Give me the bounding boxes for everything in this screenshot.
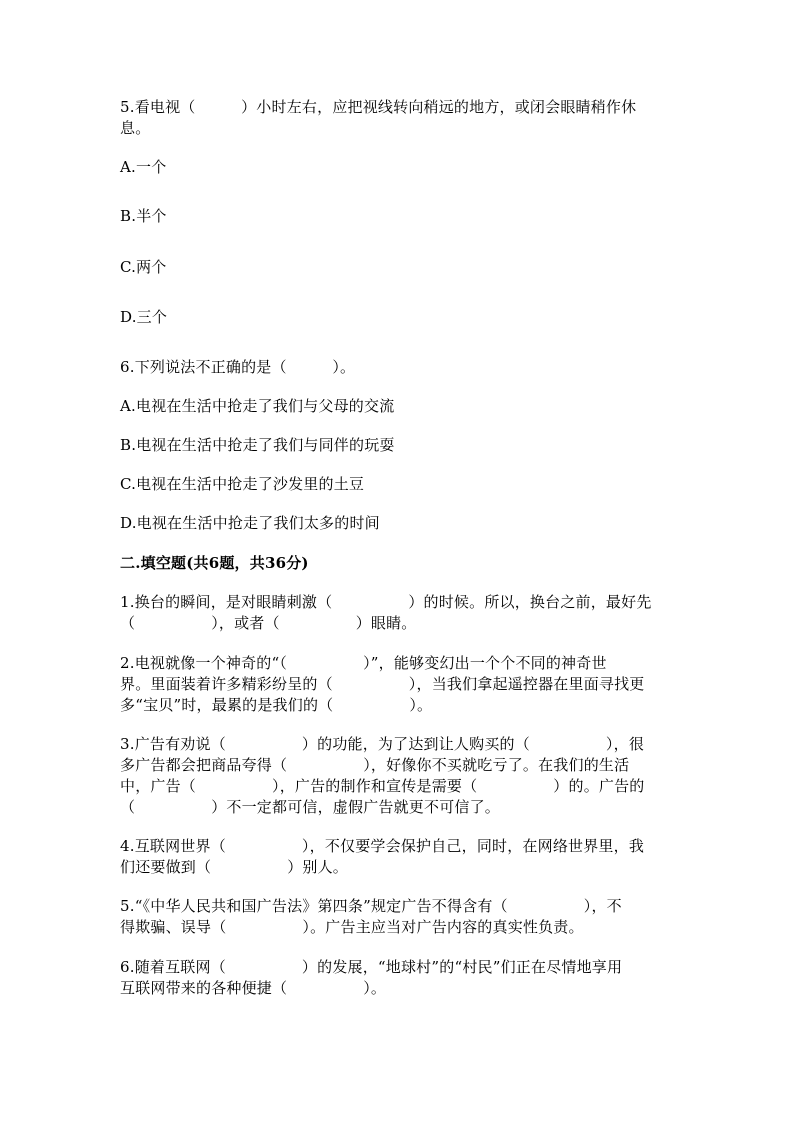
fill-question-4-line-2: 们还要做到（ ）别人。 [120,858,349,876]
fill-question-1-line-2: （ ），或者（ ）眼睛。 [120,614,417,632]
question-5-option-c: C.两个 [120,258,167,276]
question-6-option-c: C.电视在生活中抢走了沙发里的土豆 [120,475,365,493]
question-5-stem-line-2: 息。 [120,119,151,137]
fill-question-2-line-3: 多“宝贝”时，最累的是我们的（ ）。 [120,696,433,714]
fill-question-5-line-2: 得欺骗、误导（ ）。广告主应当对广告内容的真实性负责。 [120,918,584,936]
question-5-option-a: A.一个 [120,158,167,176]
question-5-option-d: D.三个 [120,308,168,326]
section-2-heading: 二.填空题(共6题，共36分) [120,554,309,572]
fill-question-3-line-2: 多广告都会把商品夸得（ ），好像你不买就吃亏了。在我们的生活 [120,756,630,774]
fill-question-6-line-1: 6.随着互联网（ ）的发展，“地球村”的“村民”们正在尽情地享用 [120,958,623,976]
question-5-stem-line-1: 5.看电视（ ）小时左右，应把视线转向稍远的地方，或闭会眼睛稍作休 [120,98,637,116]
fill-question-3-line-4: （ ）不一定都可信，虚假广告就更不可信了。 [120,798,501,816]
question-5-option-b: B.半个 [120,207,167,225]
question-6-stem: 6.下列说法不正确的是（ ）。 [120,358,356,376]
fill-question-1-line-1: 1.换台的瞬间，是对眼睛刺激（ ）的时候。所以，换台之前，最好先 [120,593,652,611]
fill-question-6-line-2: 互联网带来的各种便捷（ ）。 [120,979,387,997]
fill-question-5-line-1: 5.“《中华人民共和国广告法》第四条”规定广告不得含有（ ），不 [120,897,622,915]
question-6-option-a: A.电视在生活中抢走了我们与父母的交流 [120,397,395,415]
fill-question-2-line-2: 界。里面装着许多精彩纷呈的（ ），当我们拿起遥控器在里面寻找更 [120,675,645,693]
fill-question-2-line-1: 2.电视就像一个神奇的“（ ）”，能够变幻出一个个不同的神奇世 [120,654,607,672]
fill-question-4-line-1: 4.互联网世界（ ），不仅要学会保护自己，同时，在网络世界里，我 [120,837,645,855]
question-6-option-d: D.电视在生活中抢走了我们太多的时间 [120,514,380,532]
fill-question-3-line-3: 中，广告（ ），广告的制作和宣传是需要（ ）的。广告的 [120,777,645,795]
question-6-option-b: B.电视在生活中抢走了我们与同伴的玩耍 [120,436,395,454]
fill-question-3-line-1: 3.广告有劝说（ ）的功能，为了达到让人购买的（ ），很 [120,735,645,753]
